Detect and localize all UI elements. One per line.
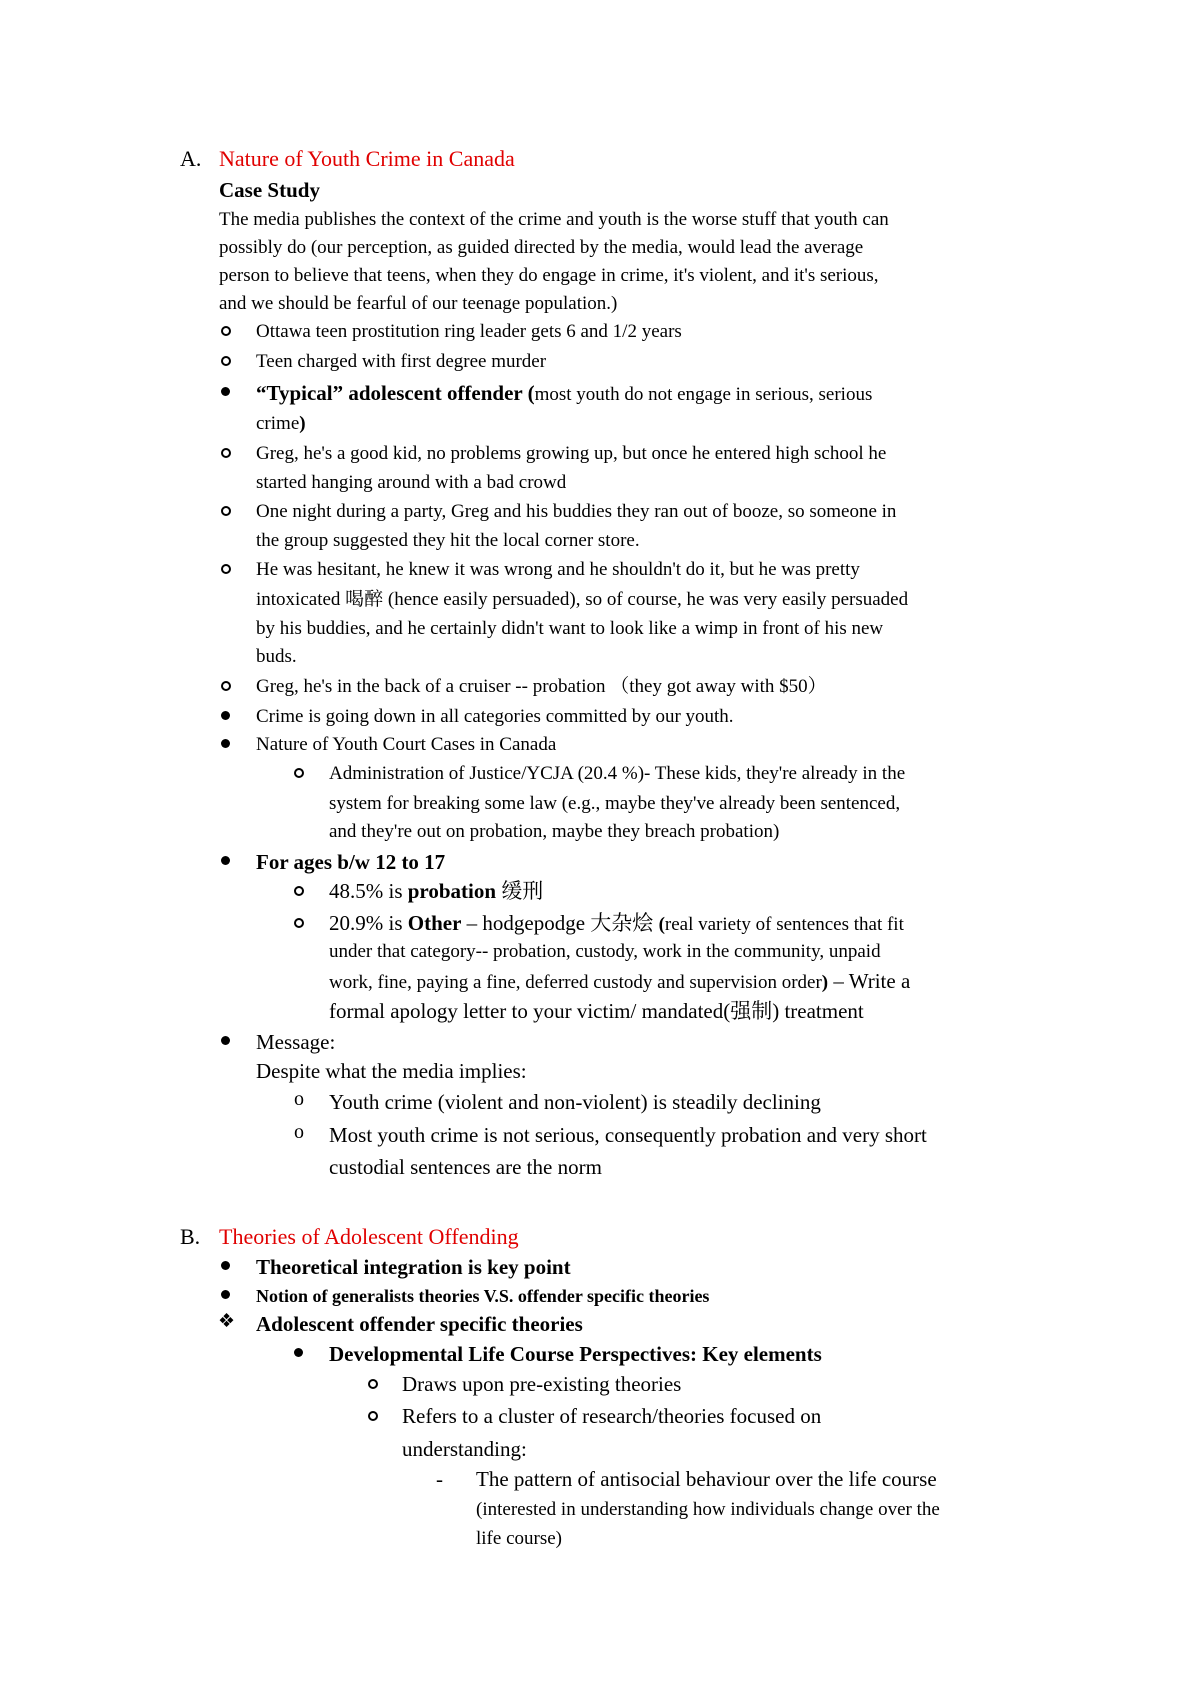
list-item: Draws upon pre-existing theories [402,1372,682,1396]
list-item: 48.5% is probation 缓刑 [329,879,544,903]
ring-bullet-icon [221,326,231,336]
list-item: 20.9% is Other – hodgepodge 大杂烩 (real variety of sentences that fit [329,911,904,935]
dot-bullet-icon [221,1290,230,1299]
list-item: For ages b/w 12 to 17 [256,850,446,874]
dot-bullet-icon [294,1348,303,1357]
ring-bullet-icon [221,506,231,516]
intro-line-4: and we should be fearful of our teenage population.) [219,293,618,314]
section-b-heading [180,1225,200,1249]
list-item: Ottawa teen prostitution ring leader gets 6 and 1/2 years [256,321,682,342]
ring-bullet-icon [294,768,304,778]
dot-bullet-icon [221,1036,230,1045]
dot-bullet-icon [221,739,230,748]
section-b-title: Theories of Adolescent Offending [219,1224,519,1249]
list-item: The pattern of antisocial behaviour over the life course [476,1467,937,1491]
list-item: Teen charged with first degree murder [256,351,547,372]
list-item: Most youth crime is not serious, consequently probation and very short [329,1123,927,1147]
list-item: Message: [256,1030,336,1054]
list-item: “Typical” adolescent offender (most youth do not engage in serious, serious [256,381,873,405]
list-item: Adolescent offender specific theories [256,1312,583,1336]
dot-bullet-icon [221,1261,230,1270]
ring-bullet-icon [368,1411,378,1421]
list-item: Developmental Life Course Perspectives: Key elements [329,1342,822,1366]
o-bullet-icon: o [294,1121,304,1143]
list-item: Notion of generalists theories V.S. offender specific theories [256,1286,710,1306]
section-a-letter: A. [180,146,202,171]
ring-bullet-icon [221,448,231,458]
list-item: Greg, he's in the back of a cruiser -- probation （they got away with $50） [256,676,827,697]
ring-bullet-icon [221,356,231,366]
list-item: One night during a party, Greg and his buddies they ran out of booze, so someone in [256,501,897,522]
ring-bullet-icon [368,1379,378,1389]
section-b-letter: B. [180,1224,201,1249]
list-item: Refers to a cluster of research/theories focused on [402,1404,822,1428]
section-a-title: Nature of Youth Crime in Canada [219,146,515,171]
list-item: Youth crime (violent and non-violent) is steadily declining [329,1090,821,1114]
list-item: Nature of Youth Court Cases in Canada [256,734,557,755]
document-page: A. Nature of Youth Crime in Canada Case Study The media publishes the context of the crime and youth is the worse stuff that youth can possibly do (our perception, as guided directed by the media, would lead the average person to believe that teens, when they do engage in crime, it's violent, and it's serious, and we should be fearful of our teenage population.) Ottawa teen prostitution ring leader gets 6 and 1/2 years Teen charged with first degree murder “Typical” adolescent offender (most youth do not engage in serious, serious crime) Greg, he's a good kid, no problems growing up, but once he entered high school he started hanging around with a bad crowd One night during a party, Greg and his buddies they ran out of booze, so someone in the group suggested they hit the local corner store. He was hesitant, he knew it was wrong and he shouldn't do it, but he was pretty intoxicated 喝醉 (hence easily persuaded), so of course, he was very easily persuaded by his buddies, and he certainly didn't want to look like a wimp in front of his new buds. Greg, he's in the back of a cruiser -- probation （they got away with $50） Crime is going down in all categories committed by our youth. Nature of Youth Court Cases in Canada Administration of Justice/YCJA (20.4 %)- These kids, they're already in the system for breaking some law (e.g., maybe they've already been sentenced, and they're out on probation, maybe they breach probation) For ages b/w 12 to 17 48.5% is probation 缓刑 20.9% is Other – hodgepodge 大杂烩 (real variety of sentences that fit under that category-- probation, custody, work in the community, unpaid work, fine, paying a fine, deferred custody and supervision order) – Write a formal apology letter to your victim/ mandated(强制) treatment Message: Despite what the media implies: o Youth crime (violent and non-violent) is steadily declining o Most youth crime is not serious, consequently probation and very short custodial sentences are the norm B. Theories of Adolescent Offending Theoretical integration is key point Notion of generalists theories V.S. offender specific theories ❖ Adolescent offender specific theories Developmental Life Course Perspectives: Key elements Draws upon pre-existing theories Refers to a cluster of research/theories focused on understanding: - The pattern of antisocial behaviour over the life course (interested in understanding how individuals change over the life course) [180,146,940,1549]
ring-bullet-icon [221,564,231,574]
ring-bullet-icon [294,918,304,928]
list-item: Greg, he's a good kid, no problems growing up, but once he entered high school he [256,443,887,464]
ring-bullet-icon [221,681,231,691]
dot-bullet-icon [221,711,230,720]
list-item: Administration of Justice/YCJA (20.4 %)- These kids, they're already in the [329,763,906,784]
section-a-heading [180,147,201,171]
dash-bullet: - [436,1467,443,1491]
o-bullet-icon: o [294,1088,304,1110]
list-item: Theoretical integration is key point [256,1255,571,1279]
intro-line-3: person to believe that teens, when they do engage in crime, it's violent, and it's serious, [219,265,879,286]
list-item: He was hesitant, he knew it was wrong and he shouldn't do it, but he was pretty [256,559,860,580]
intro-line-1: The media publishes the context of the crime and youth is the worse stuff that youth can [219,209,889,230]
diamond-bullet-icon: ❖ [218,1311,236,1332]
ring-bullet-icon [294,886,304,896]
list-item: Crime is going down in all categories committed by our youth. [256,706,734,727]
dot-bullet-icon [221,387,230,396]
intro-line-2: possibly do (our perception, as guided directed by the media, would lead the average [219,237,864,258]
case-study-heading: Case Study [219,178,320,202]
dot-bullet-icon [221,856,230,865]
